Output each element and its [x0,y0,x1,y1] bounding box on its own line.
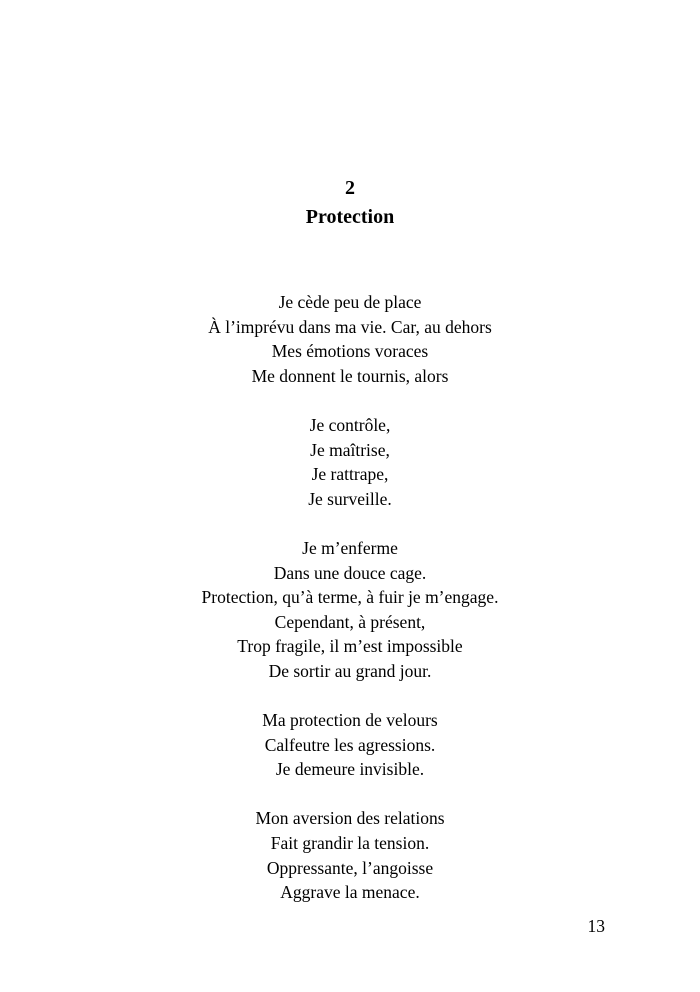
verse-line: Calfeutre les agressions. [264,734,436,755]
verse-line: Aggrave la menace. [280,882,420,903]
stanza [0,536,700,684]
stanza [0,708,700,782]
verse-line: Ma protection de velours [262,710,438,731]
verse-line: Protection, qu’à terme, à fuir je m’engage. [201,587,499,608]
verse-line: De sortir au grand jour. [268,660,432,681]
stanza [0,290,700,388]
verse-line: Dans une douce cage. [273,562,427,583]
verse-line: Cependant, à présent, [274,611,426,632]
verse-line: Je rattrape, [311,464,389,485]
chapter-number: 2 [345,177,355,199]
verse-line: Je demeure invisible. [275,759,425,780]
verse-line: À l’imprévu dans ma vie. Car, au dehors [208,316,492,337]
stanza [0,413,700,511]
verse-line: Mon aversion des relations [255,808,445,829]
verse-line: Oppressante, l’angoisse [266,857,434,878]
chapter-title: Protection [305,206,395,228]
verse-line: Je cède peu de place [278,292,422,312]
verse-line: Je contrôle, [309,414,391,435]
page-number: 13 [587,916,605,936]
verse-line: Je maîtrise, [310,439,390,460]
verse-line: Me donnent le tournis, alors [251,365,449,386]
verse-line: Je m’enferme [302,537,398,558]
poem [0,290,700,929]
stanza [0,806,700,904]
verse-line: Trop fragile, il m’est impossible [237,636,463,657]
verse-line: Mes émotions voraces [271,341,429,362]
verse-line: Je surveille. [308,488,392,509]
verse-line: Fait grandir la tension. [270,833,430,854]
